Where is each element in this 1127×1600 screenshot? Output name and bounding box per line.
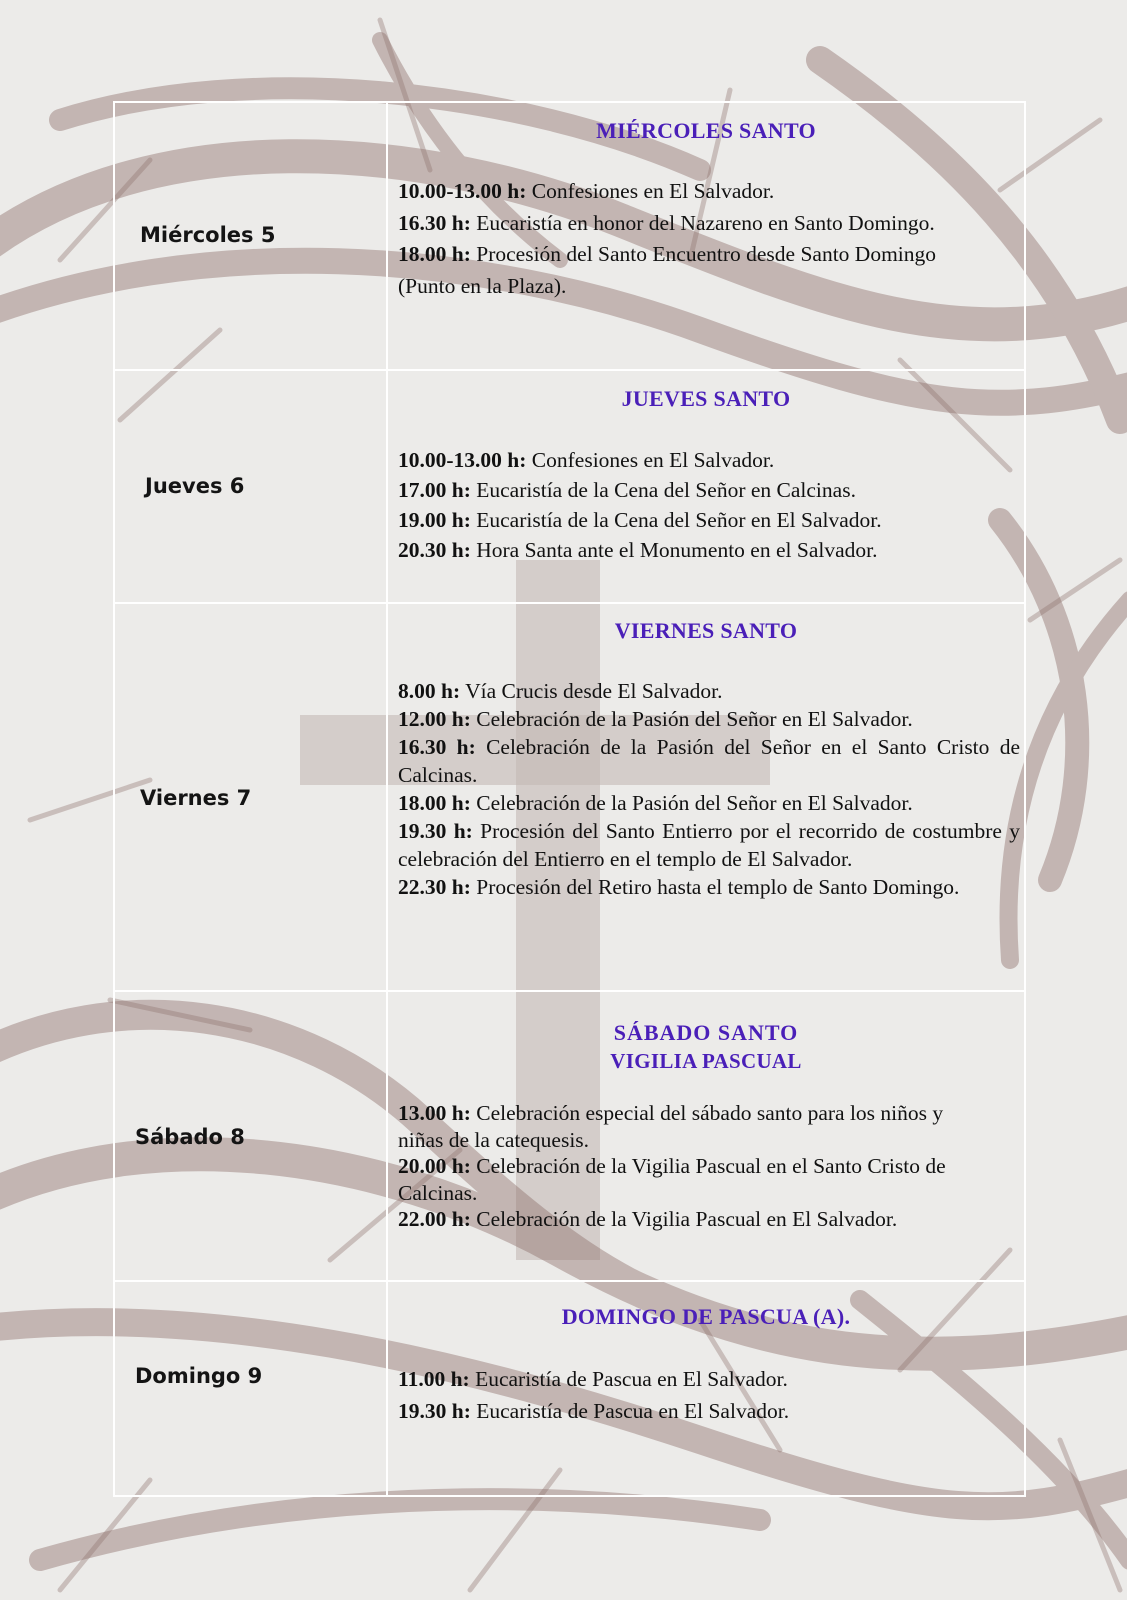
event-time: 10.00-13.00 h:	[398, 448, 527, 472]
event-text: Celebración de la Pasión del Señor en El Salvador.	[470, 707, 913, 731]
schedule-row-sunday	[115, 1282, 1024, 1495]
event-item	[398, 873, 1020, 901]
event-text: Celebración especial del sábado santo para los niños y niñas de la catequesis.	[398, 1101, 944, 1152]
events-cell	[388, 103, 1024, 369]
event-item	[398, 445, 1020, 475]
event-time: 12.00 h:	[398, 707, 471, 731]
events-cell	[388, 604, 1024, 990]
event-text: Eucaristía de Pascua en El Salvador.	[470, 1398, 790, 1423]
event-text: Eucaristía en honor del Nazareno en Santo Domingo.	[470, 210, 935, 235]
day-cell	[115, 604, 388, 990]
event-item	[398, 789, 1020, 817]
event-list	[398, 176, 1020, 302]
event-time: 16.30 h:	[398, 210, 471, 235]
event-list	[398, 677, 1020, 901]
event-item	[398, 208, 938, 240]
schedule-row-wednesday	[115, 103, 1024, 371]
event-item	[398, 535, 1020, 565]
day-cell	[115, 992, 388, 1280]
event-item	[398, 239, 943, 302]
event-text: Celebración de la Pasión del Señor en el Santo Cristo de Calcinas.	[398, 735, 1020, 787]
schedule-row-thursday	[115, 371, 1024, 604]
event-text: Confesiones en El Salvador.	[526, 448, 775, 472]
event-time: 19.30 h:	[398, 819, 473, 843]
day-heading: MIÉRCOLES SANTO	[596, 118, 816, 143]
day-cell	[115, 103, 388, 369]
event-time: 19.00 h:	[398, 508, 471, 532]
event-item	[398, 1206, 1020, 1233]
day-heading: VIERNES SANTO	[614, 618, 798, 643]
event-item	[398, 817, 1020, 873]
event-text: Celebración de la Vigilia Pascual en El Salvador.	[470, 1207, 898, 1231]
event-item	[398, 733, 1020, 789]
event-time: 8.00 h:	[398, 679, 461, 703]
event-text: Hora Santa ante el Monumento en el Salvador.	[470, 538, 878, 562]
event-time: 22.30 h:	[398, 875, 471, 899]
holy-week-schedule-table	[113, 101, 1026, 1497]
events-cell	[388, 371, 1024, 602]
event-text: Confesiones en El Salvador.	[526, 179, 775, 203]
events-cell	[388, 992, 1024, 1280]
day-cell	[115, 371, 388, 602]
event-item	[398, 1396, 1020, 1428]
event-time: 16.30 h:	[398, 735, 476, 759]
event-time: 20.30 h:	[398, 538, 471, 562]
event-time: 10.00-13.00 h:	[398, 179, 527, 203]
event-item	[398, 1153, 958, 1206]
event-time: 11.00 h:	[398, 1367, 470, 1391]
event-text: Vía Crucis desde El Salvador.	[460, 679, 723, 703]
event-text: Procesión del Santo Encuentro desde Santo Domingo (Punto en la Plaza).	[398, 242, 937, 298]
day-heading: SÁBADO SANTO	[613, 1020, 799, 1045]
event-text: Eucaristía de Pascua en El Salvador.	[469, 1367, 788, 1391]
day-heading: JUEVES SANTO	[621, 386, 791, 411]
schedule-row-saturday	[115, 992, 1024, 1282]
event-text: Procesión del Retiro hasta el templo de Santo Domingo.	[470, 875, 960, 899]
day-label: Sábado 8	[135, 1125, 245, 1149]
event-item	[398, 505, 1020, 535]
event-text: Celebración de la Pasión del Señor en El Salvador.	[470, 791, 913, 815]
day-heading: DOMINGO DE PASCUA (A).	[561, 1304, 851, 1329]
events-cell	[388, 1282, 1024, 1495]
day-subheading: VIGILIA PASCUAL	[610, 1049, 802, 1073]
day-cell	[115, 1282, 388, 1495]
event-list	[398, 1364, 1020, 1427]
schedule-row-friday	[115, 604, 1024, 992]
event-item	[398, 475, 1020, 505]
event-time: 18.00 h:	[398, 242, 471, 266]
event-item	[398, 176, 1020, 208]
event-item	[398, 1364, 1020, 1396]
event-time: 22.00 h:	[398, 1207, 471, 1231]
event-text: Procesión del Santo Entierro por el recorrido de costumbre y celebración del Entierro en el templo de El Salvador.	[398, 819, 1020, 871]
event-text: Eucaristía de la Cena del Señor en El Salvador.	[470, 508, 882, 532]
event-list	[398, 1100, 1020, 1233]
day-label: Jueves 6	[145, 474, 245, 498]
event-time: 19.30 h:	[398, 1398, 471, 1423]
event-time: 17.00 h:	[398, 478, 471, 502]
event-item	[398, 1100, 978, 1153]
day-label: Viernes 7	[140, 786, 252, 810]
day-label: Domingo 9	[135, 1364, 263, 1388]
event-time: 18.00 h:	[398, 791, 471, 815]
event-item	[398, 705, 1020, 733]
event-time: 13.00 h:	[398, 1101, 471, 1125]
event-text: Eucaristía de la Cena del Señor en Calcinas.	[470, 478, 856, 502]
event-item	[398, 677, 1020, 705]
event-time: 20.00 h:	[398, 1154, 471, 1178]
day-label: Miércoles 5	[140, 223, 276, 247]
event-list	[398, 445, 1020, 565]
event-text: Celebración de la Vigilia Pascual en el Santo Cristo de Calcinas.	[398, 1154, 946, 1205]
